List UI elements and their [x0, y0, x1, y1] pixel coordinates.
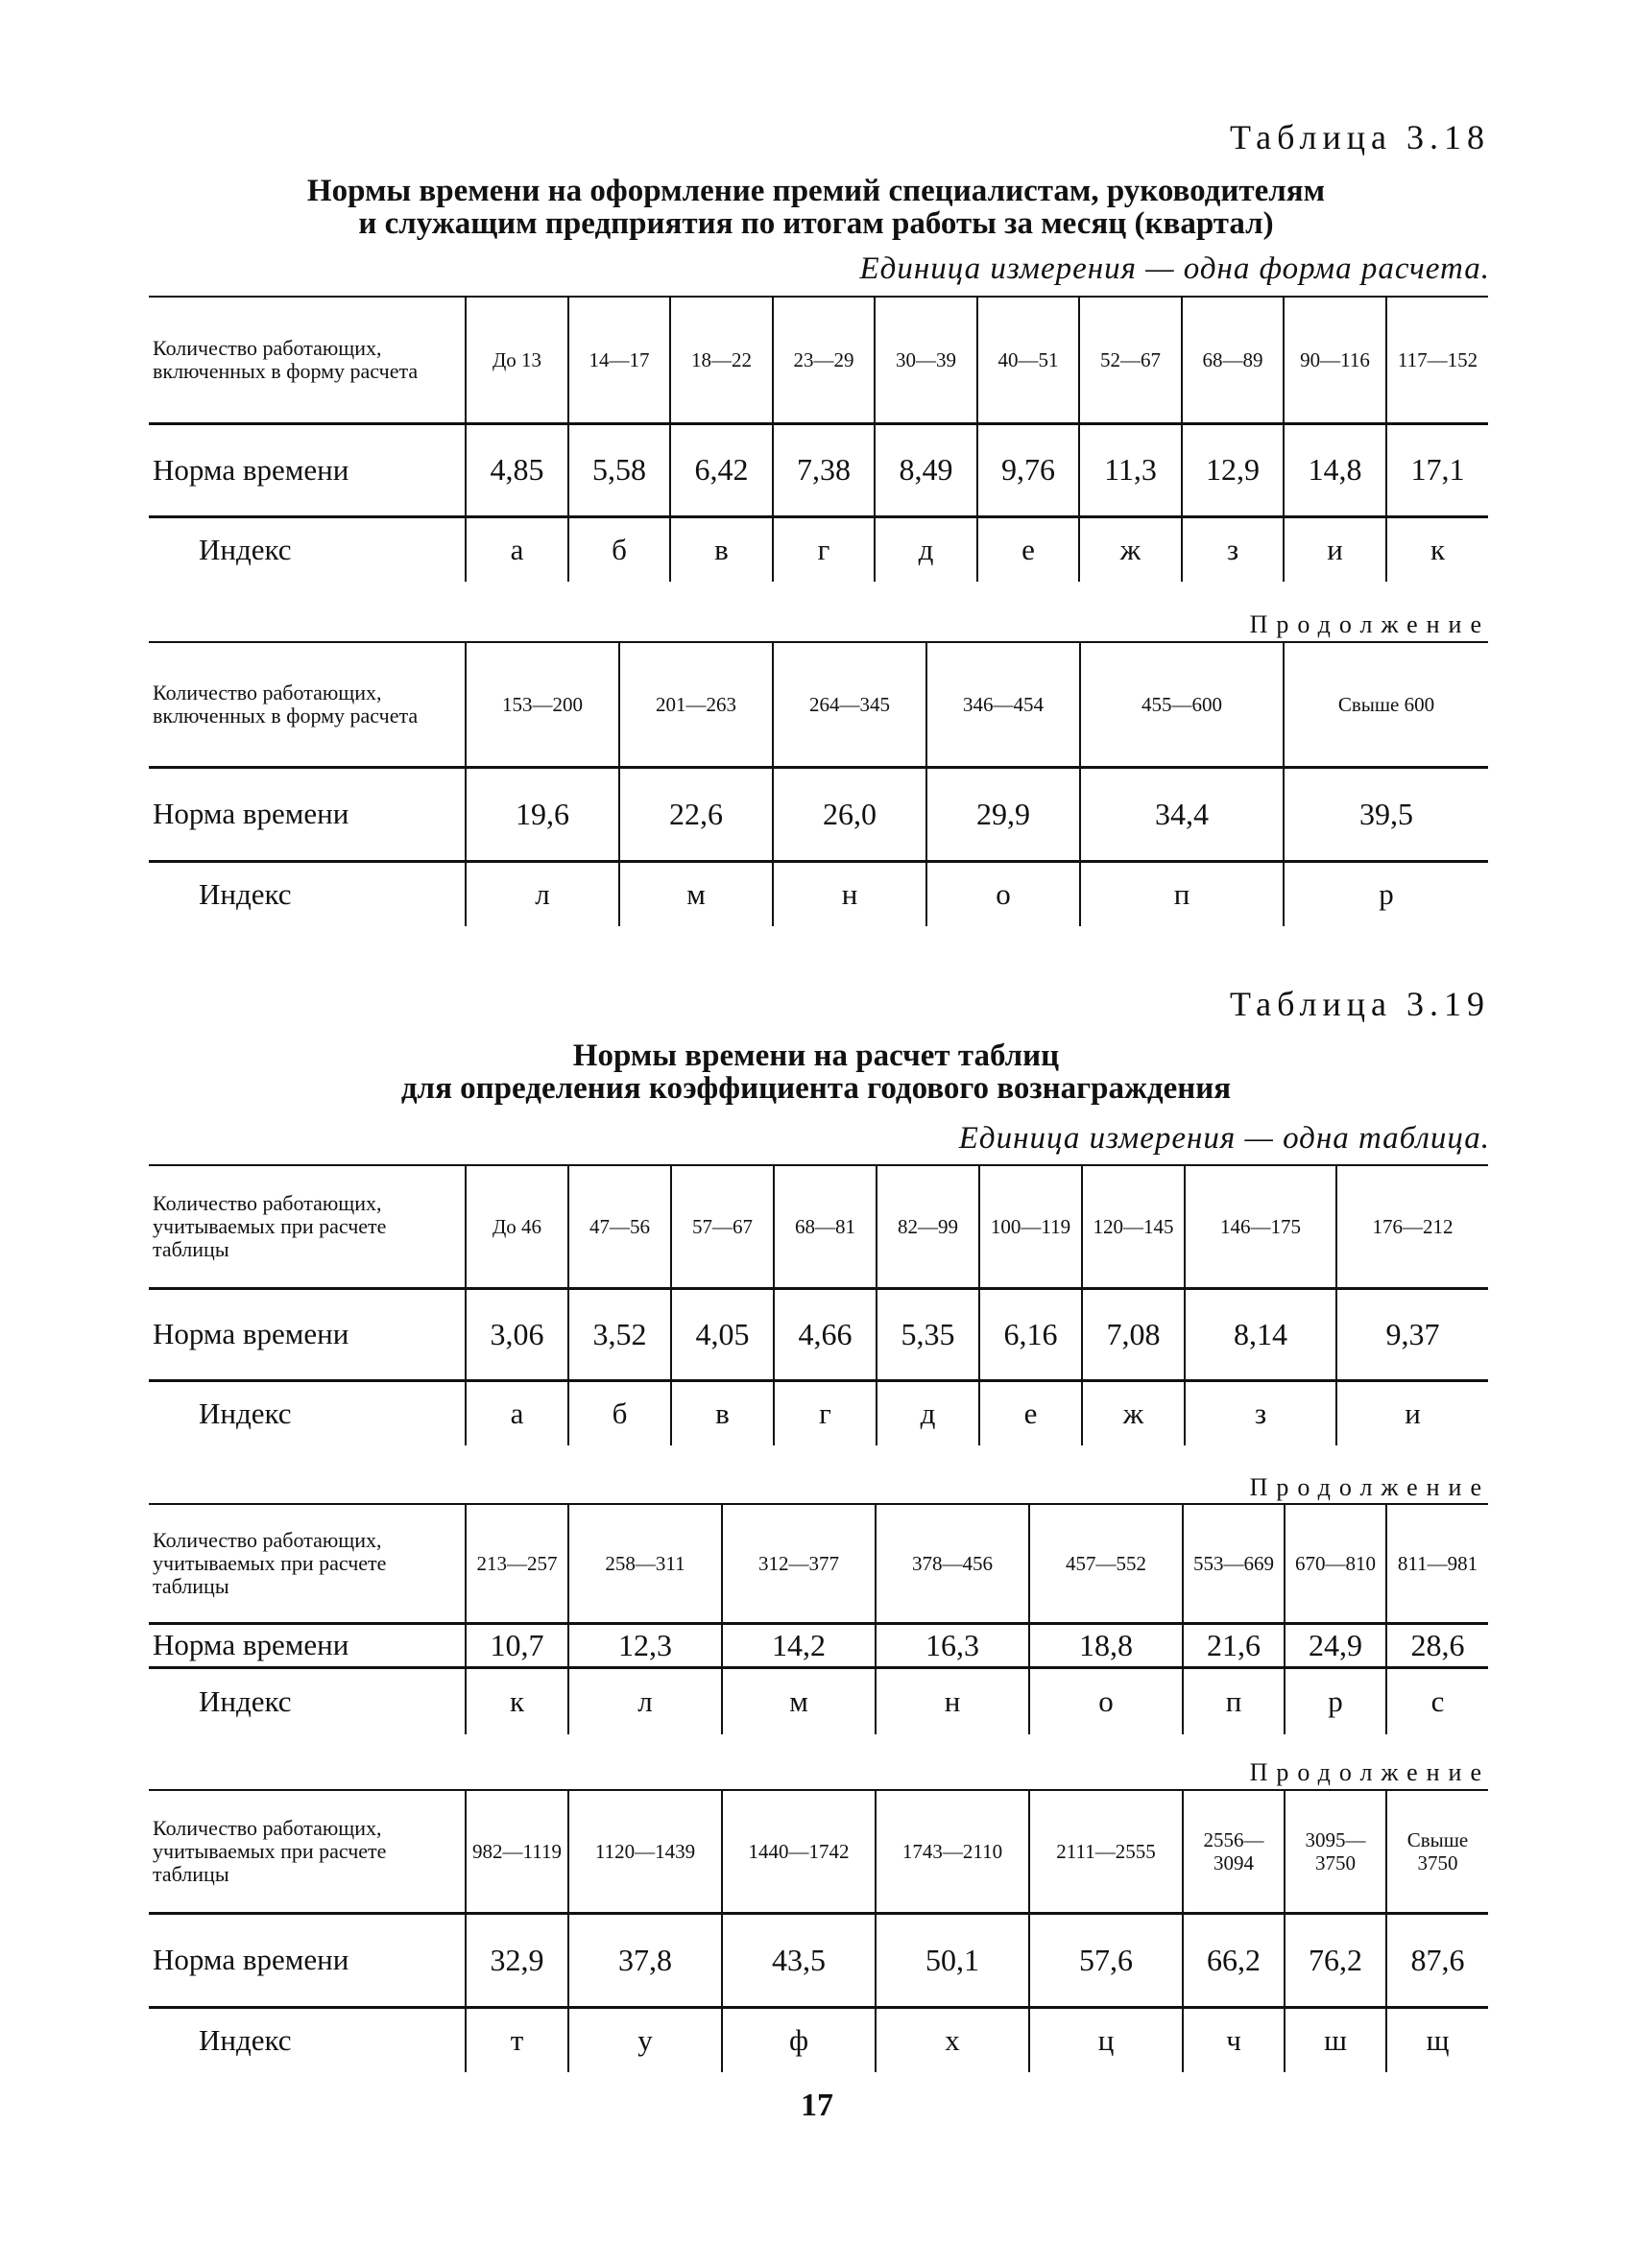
- range-cell: 457—552: [1029, 1504, 1183, 1623]
- norm-cell: 24,9: [1285, 1623, 1386, 1667]
- norm-cell: 66,2: [1183, 1913, 1285, 2007]
- index-row: [149, 861, 1488, 926]
- continuation-label: Продолжение: [1249, 1473, 1490, 1501]
- index-cell: к: [466, 1667, 568, 1734]
- range-cell: 68—89: [1182, 297, 1284, 423]
- range-cell: 264—345: [773, 642, 926, 767]
- range-cell: 82—99: [877, 1165, 979, 1288]
- index-cell: н: [773, 861, 926, 926]
- table-3-19-title-line1: Нормы времени на расчет таблиц: [572, 1039, 1060, 1073]
- header-row: [149, 1790, 1488, 1913]
- index-cell: о: [926, 861, 1080, 926]
- row-label-norm: Норма времени: [149, 767, 466, 861]
- row-label-norm: Норма времени: [149, 1913, 466, 2007]
- range-cell: 30—39: [875, 297, 977, 423]
- index-cell: ш: [1285, 2007, 1386, 2072]
- row-label-index: Индекс: [199, 1683, 292, 1718]
- norm-cell: 7,38: [773, 423, 875, 516]
- index-cell: и: [1284, 516, 1386, 582]
- range-cell: 2556—3094: [1183, 1790, 1285, 1913]
- norm-cell: 21,6: [1183, 1623, 1285, 1667]
- range-cell: 1440—1742: [722, 1790, 876, 1913]
- norm-cell: 26,0: [773, 767, 926, 861]
- index-cell: щ: [1386, 2007, 1488, 2072]
- norm-cell: 8,14: [1185, 1288, 1336, 1380]
- index-cell: е: [977, 516, 1079, 582]
- norm-cell: 4,66: [774, 1288, 877, 1380]
- norm-cell: 11,3: [1079, 423, 1182, 516]
- row-label-count: Количество работающих, учитываемых при расчете таблицы: [149, 1790, 466, 1913]
- index-cell: а: [466, 516, 568, 582]
- norm-cell: 5,58: [568, 423, 670, 516]
- header-row: [149, 1504, 1488, 1623]
- norm-cell: 18,8: [1029, 1623, 1183, 1667]
- index-cell: ж: [1079, 516, 1182, 582]
- norm-cell: 34,4: [1080, 767, 1284, 861]
- norm-cell: 29,9: [926, 767, 1080, 861]
- row-label-count: Количество работающих, включенных в форму расчета: [149, 642, 466, 767]
- continuation-label: Продолжение: [1249, 610, 1490, 638]
- row-label-norm: Норма времени: [149, 1623, 466, 1667]
- index-cell: п: [1183, 1667, 1285, 1734]
- index-cell: б: [568, 1380, 671, 1445]
- norm-cell: 6,42: [670, 423, 773, 516]
- range-cell: 90—116: [1284, 297, 1386, 423]
- norm-cell: 87,6: [1386, 1913, 1488, 2007]
- norm-cell: 17,1: [1386, 423, 1488, 516]
- index-cell: р: [1285, 1667, 1386, 1734]
- range-cell: 1743—2110: [876, 1790, 1029, 1913]
- norm-row: [149, 423, 1488, 516]
- range-cell: До 46: [466, 1165, 568, 1288]
- norm-cell: 9,37: [1336, 1288, 1488, 1380]
- range-cell: 312—377: [722, 1504, 876, 1623]
- range-cell: 346—454: [926, 642, 1080, 767]
- table-3-18-part1: [149, 296, 1488, 582]
- index-cell: в: [671, 1380, 774, 1445]
- norm-cell: 6,16: [979, 1288, 1082, 1380]
- range-cell: 153—200: [466, 642, 619, 767]
- index-cell: е: [979, 1380, 1082, 1445]
- norm-cell: 16,3: [876, 1623, 1029, 1667]
- range-cell: 201—263: [619, 642, 773, 767]
- index-cell: д: [875, 516, 977, 582]
- range-cell: 176—212: [1336, 1165, 1488, 1288]
- norm-cell: 37,8: [568, 1913, 722, 2007]
- norm-cell: 57,6: [1029, 1913, 1183, 2007]
- norm-cell: 3,52: [568, 1288, 671, 1380]
- range-cell: 68—81: [774, 1165, 877, 1288]
- range-cell: 258—311: [568, 1504, 722, 1623]
- table-3-18-unit: Единица измерения — одна форма расчета.: [859, 251, 1490, 286]
- norm-cell: 10,7: [466, 1623, 568, 1667]
- index-cell: и: [1336, 1380, 1488, 1445]
- row-label-count: Количество работающих, учитываемых при расчете таблицы: [149, 1504, 466, 1623]
- index-row: [149, 1380, 1488, 1445]
- row-label-norm: Норма времени: [149, 1288, 466, 1380]
- norm-cell: 4,85: [466, 423, 568, 516]
- range-cell: 1120—1439: [568, 1790, 722, 1913]
- norm-cell: 32,9: [466, 1913, 568, 2007]
- norm-cell: 76,2: [1285, 1913, 1386, 2007]
- table-3-18-title-line1: Нормы времени на оформление премий специалистам, руководителям: [306, 174, 1326, 208]
- header-row: [149, 642, 1488, 767]
- norm-cell: 19,6: [466, 767, 619, 861]
- table-3-19-unit: Единица измерения — одна таблица.: [958, 1121, 1490, 1156]
- table-3-18-title: [144, 175, 1488, 240]
- norm-cell: 12,3: [568, 1623, 722, 1667]
- index-row: [149, 516, 1488, 582]
- table-3-19-title: [144, 1039, 1488, 1105]
- index-cell: з: [1182, 516, 1284, 582]
- norm-row: [149, 1913, 1488, 2007]
- row-label-count: Количество работающих, включенных в форму расчета: [149, 297, 466, 423]
- norm-cell: 12,9: [1182, 423, 1284, 516]
- table-3-19-part2: [149, 1503, 1488, 1734]
- range-cell: 553—669: [1183, 1504, 1285, 1623]
- table-3-18-part2: [149, 641, 1488, 926]
- range-cell: 2111—2555: [1029, 1790, 1183, 1913]
- norm-cell: 4,05: [671, 1288, 774, 1380]
- range-cell: Свыше 3750: [1386, 1790, 1488, 1913]
- table-3-18-title-line2: и служащим предприятия по итогам работы за месяц (квартал): [358, 206, 1274, 241]
- table-3-18-number: Таблица 3.18: [1230, 118, 1490, 156]
- index-cell: м: [619, 861, 773, 926]
- index-cell: н: [876, 1667, 1029, 1734]
- row-label-count: Количество работающих, учитываемых при расчете таблицы: [149, 1165, 466, 1288]
- table-3-19-part1: [149, 1164, 1488, 1445]
- table-3-19-title-line2: для определения коэффициента годового вознаграждения: [400, 1071, 1232, 1106]
- index-cell: л: [466, 861, 619, 926]
- row-label-norm: Норма времени: [149, 423, 466, 516]
- continuation-label: Продолжение: [1249, 1758, 1490, 1786]
- norm-cell: 43,5: [722, 1913, 876, 2007]
- range-cell: 100—119: [979, 1165, 1082, 1288]
- index-cell: л: [568, 1667, 722, 1734]
- norm-cell: 22,6: [619, 767, 773, 861]
- norm-cell: 7,08: [1082, 1288, 1185, 1380]
- row-label-index: Индекс: [199, 1396, 292, 1430]
- range-cell: 52—67: [1079, 297, 1182, 423]
- index-cell: т: [466, 2007, 568, 2072]
- norm-cell: 3,06: [466, 1288, 568, 1380]
- index-cell: д: [877, 1380, 979, 1445]
- norm-cell: 14,8: [1284, 423, 1386, 516]
- range-cell: 117—152: [1386, 297, 1488, 423]
- row-label-index: Индекс: [199, 876, 292, 911]
- index-cell: р: [1284, 861, 1488, 926]
- index-cell: ж: [1082, 1380, 1185, 1445]
- index-cell: у: [568, 2007, 722, 2072]
- index-cell: в: [670, 516, 773, 582]
- range-cell: 811—981: [1386, 1504, 1488, 1623]
- index-cell: о: [1029, 1667, 1183, 1734]
- index-cell: ц: [1029, 2007, 1183, 2072]
- header-row: [149, 1165, 1488, 1288]
- index-cell: а: [466, 1380, 568, 1445]
- norm-row: [149, 1288, 1488, 1380]
- row-label-index: Индекс: [199, 2022, 292, 2057]
- range-cell: 120—145: [1082, 1165, 1185, 1288]
- table-3-19-part3: [149, 1789, 1488, 2072]
- index-cell: м: [722, 1667, 876, 1734]
- index-cell: п: [1080, 861, 1284, 926]
- range-cell: 57—67: [671, 1165, 774, 1288]
- index-cell: б: [568, 516, 670, 582]
- index-cell: г: [774, 1380, 877, 1445]
- index-cell: х: [876, 2007, 1029, 2072]
- index-cell: г: [773, 516, 875, 582]
- range-cell: Свыше 600: [1284, 642, 1488, 767]
- norm-cell: 9,76: [977, 423, 1079, 516]
- norm-cell: 50,1: [876, 1913, 1029, 2007]
- range-cell: 213—257: [466, 1504, 568, 1623]
- range-cell: До 13: [466, 297, 568, 423]
- norm-row: [149, 1623, 1488, 1667]
- index-cell: ф: [722, 2007, 876, 2072]
- range-cell: 3095—3750: [1285, 1790, 1386, 1913]
- range-cell: 23—29: [773, 297, 875, 423]
- range-cell: 47—56: [568, 1165, 671, 1288]
- index-row: [149, 1667, 1488, 1734]
- range-cell: 14—17: [568, 297, 670, 423]
- range-cell: 18—22: [670, 297, 773, 423]
- norm-cell: 14,2: [722, 1623, 876, 1667]
- norm-row: [149, 767, 1488, 861]
- norm-cell: 39,5: [1284, 767, 1488, 861]
- range-cell: 40—51: [977, 297, 1079, 423]
- norm-cell: 28,6: [1386, 1623, 1488, 1667]
- index-cell: з: [1185, 1380, 1336, 1445]
- row-label-index: Индекс: [199, 532, 292, 566]
- norm-cell: 5,35: [877, 1288, 979, 1380]
- page-number: 17: [801, 2088, 833, 2123]
- range-cell: 146—175: [1185, 1165, 1336, 1288]
- index-cell: с: [1386, 1667, 1488, 1734]
- range-cell: 455—600: [1080, 642, 1284, 767]
- range-cell: 378—456: [876, 1504, 1029, 1623]
- index-row: [149, 2007, 1488, 2072]
- header-row: [149, 297, 1488, 423]
- norm-cell: 8,49: [875, 423, 977, 516]
- index-cell: ч: [1183, 2007, 1285, 2072]
- range-cell: 982—1119: [466, 1790, 568, 1913]
- table-3-19-number: Таблица 3.19: [1230, 985, 1490, 1023]
- range-cell: 670—810: [1285, 1504, 1386, 1623]
- index-cell: к: [1386, 516, 1488, 582]
